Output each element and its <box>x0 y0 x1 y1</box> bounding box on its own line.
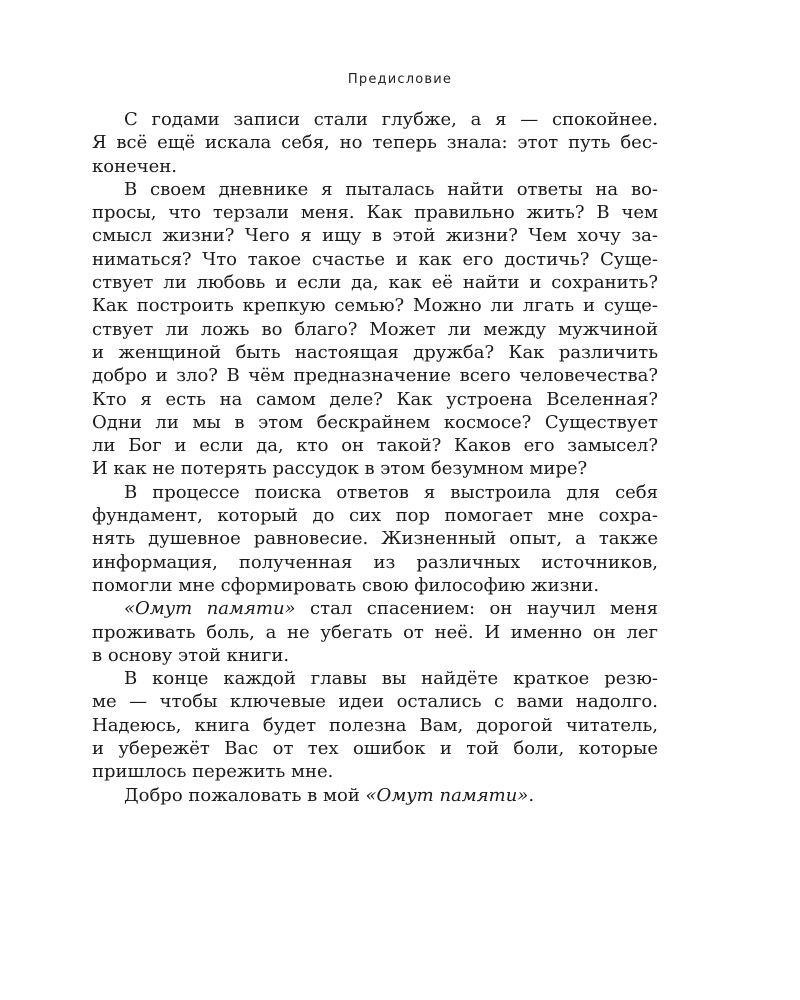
text-fragment: . <box>528 784 535 806</box>
text-line: В конце каждой главы вы найдёте краткое резю- <box>124 668 658 690</box>
text-line: проживать боль, а не убегать от неё. И именно он лег <box>92 621 658 643</box>
text-line: пришлось пережить мне. <box>92 761 334 783</box>
paragraph <box>92 481 658 597</box>
text-line: Я всё ещё искала себя, но теперь знала: этот путь бес- <box>92 132 658 154</box>
text-line <box>92 784 658 807</box>
text-line: ме — чтобы ключевые идеи остались с вами надолго. <box>92 691 658 713</box>
text-line: Как построить крепкую семью? Можно ли лгать и суще- <box>92 295 658 317</box>
text-line: Кто я есть на самом деле? Как устроена Вселенная? <box>92 388 658 410</box>
book-title-italic: «Омут памяти» <box>365 784 529 806</box>
text-line: Одни ли мы в этом бескрайнем космосе? Существует <box>92 411 658 433</box>
text-line: и убережёт Вас от тех ошибок и той боли, которые <box>92 738 658 760</box>
body-text <box>92 108 658 807</box>
text-line: В процессе поиска ответов я выстроила для себя <box>124 481 658 503</box>
text-line: И как не потерять рассудок в этом безумном мире? <box>92 458 588 480</box>
text-line: информация, полученная из различных источников, <box>92 551 658 573</box>
text-fragment: Добро пожаловать в мой <box>124 784 366 806</box>
text-line: в основу этой книги. <box>92 644 290 666</box>
running-header: Предисловие <box>347 72 453 87</box>
text-line: ли Бог и если да, кто он такой? Каков его замысел? <box>92 435 658 457</box>
text-line: и женщиной быть настоящая дружба? Как различить <box>92 341 658 363</box>
text-line: фундамент, который до сих пор помогает мне сохра- <box>92 505 658 527</box>
paragraph <box>92 667 658 783</box>
text-line: С годами записи стали глубже, а я — спокойнее. <box>124 109 658 130</box>
text-line: помогли мне сформировать свою философию жизни. <box>92 574 600 596</box>
text-line: ствует ли ложь во благо? Может ли между мужчиной <box>92 318 658 340</box>
text-line: В своем дневнике я пыталась найти ответы на во- <box>124 178 658 200</box>
text-line: просы, что терзали меня. Как правильно жить? В чем <box>92 202 658 224</box>
text-line: смысл жизни? Чего я ищу в этой жизни? Чем хочу за- <box>92 225 658 247</box>
paragraph <box>92 597 658 667</box>
text-line <box>92 597 658 620</box>
text-line: ствует ли любовь и если да, как её найти и сохранить? <box>92 272 658 294</box>
text-line: добро и зло? В чём предназначение всего человечества? <box>92 365 658 387</box>
text-line: нять душевное равновесие. Жизненный опыт, а также <box>92 528 658 550</box>
text-line: конечен. <box>92 155 178 177</box>
book-title-italic: «Омут памяти» <box>124 598 296 620</box>
text-line: ниматься? Что такое счастье и как его достичь? Суще- <box>92 248 658 270</box>
paragraph <box>92 784 658 807</box>
paragraph <box>92 178 658 481</box>
text-line: Надеюсь, книга будет полезна Вам, дорогой читатель, <box>92 714 658 736</box>
paragraph <box>92 108 658 178</box>
text-fragment: стал спасением: он научил меня <box>295 598 658 620</box>
